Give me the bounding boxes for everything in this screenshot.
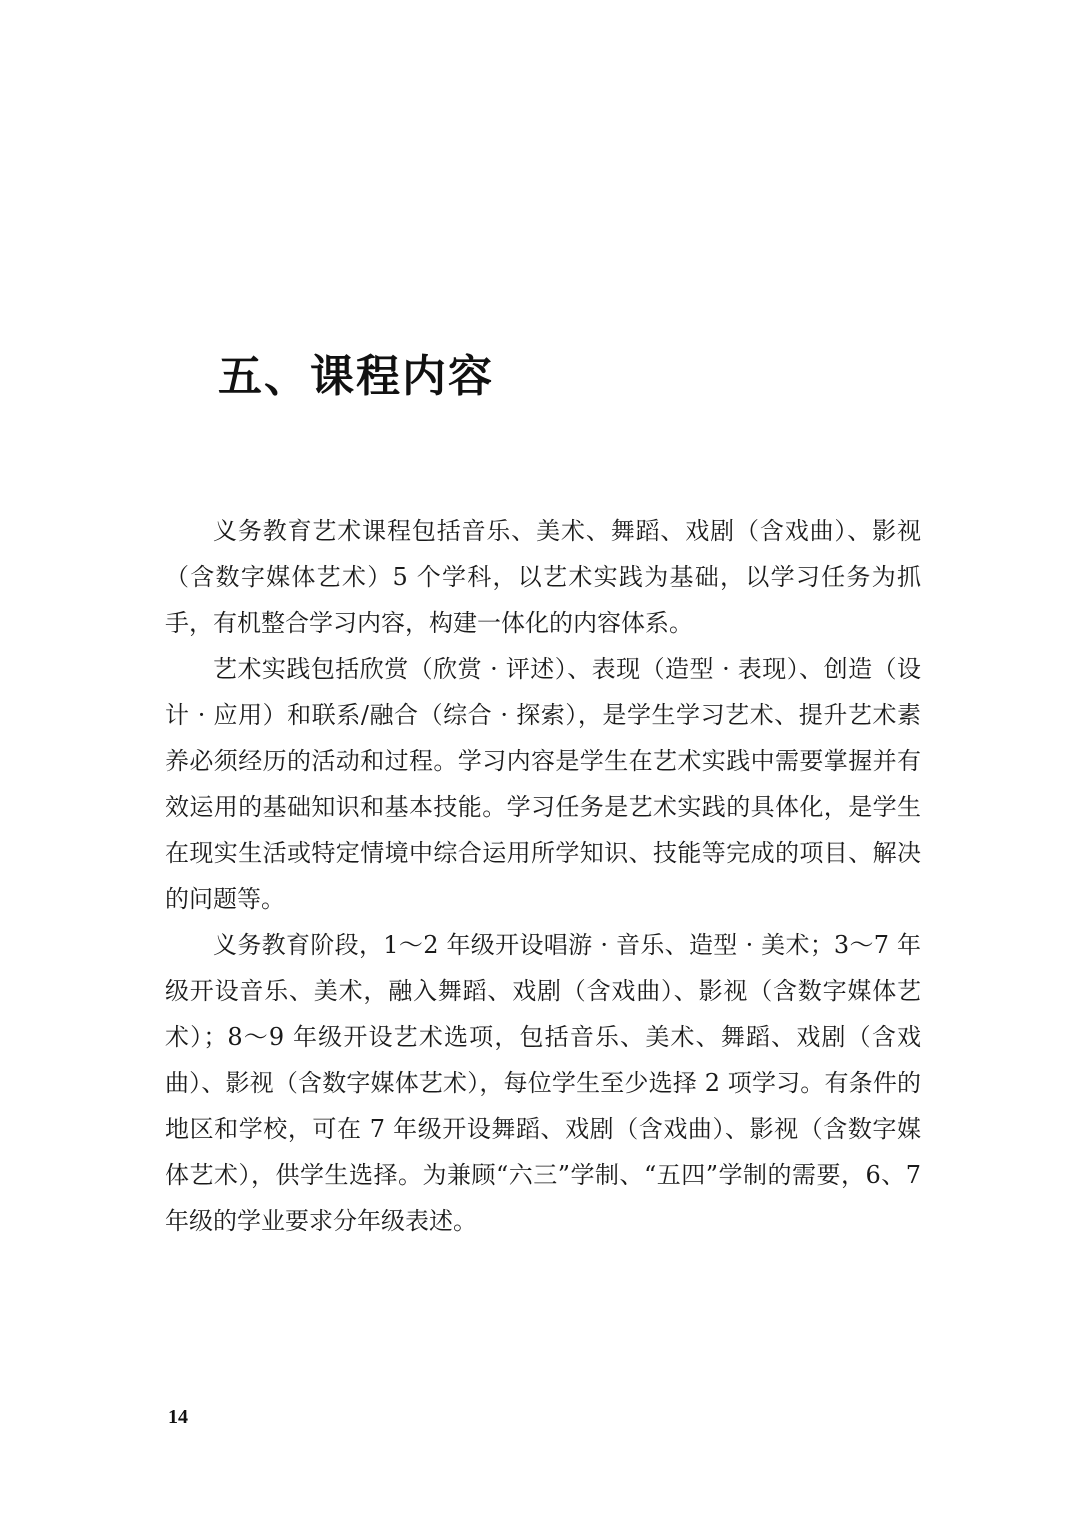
section-title: 五、课程内容 <box>218 351 494 402</box>
body-text <box>165 508 921 1244</box>
page-number: 14 <box>168 1406 188 1428</box>
paragraph-grade-arrangement: 义务教育阶段，1～2 年级开设唱游 · 音乐、造型 · 美术；3～7 年级开设音乐、美术，融入舞蹈、戏剧（含戏曲）、影视（含数字媒体艺术）；8～9 年级开设艺术选项，包括音乐、美术、舞蹈、戏剧（含戏曲）、影视（含数字媒体艺术），每位学生至少选择 2 项学习。有条件的地区和学校，可在 7 年级开设舞蹈、戏剧（含戏曲）、影视（含数字媒体艺术），供学生选择。为兼顾“六三”学制、“五四”学制的需要，6、7 年级的学业要求分年级表述。 <box>165 931 921 1235</box>
paragraph-curriculum-overview: 义务教育艺术课程包括音乐、美术、舞蹈、戏剧（含戏曲）、影视（含数字媒体艺术）5 个学科，以艺术实践为基础，以学习任务为抓手，有机整合学习内容，构建一体化的内容体系。 <box>165 517 921 637</box>
paragraph-art-practice: 艺术实践包括欣赏（欣赏 · 评述）、表现（造型 · 表现）、创造（设计 · 应用）和联系/融合（综合 · 探索），是学生学习艺术、提升艺术素养必须经历的活动和过程。学习内容是学生在艺术实践中需要掌握并有效运用的基础知识和基本技能。学习任务是艺术实践的具体化，是学生在现实生活或特定情境中综合运用所学知识、技能等完成的项目、解决的问题等。 <box>165 655 921 913</box>
